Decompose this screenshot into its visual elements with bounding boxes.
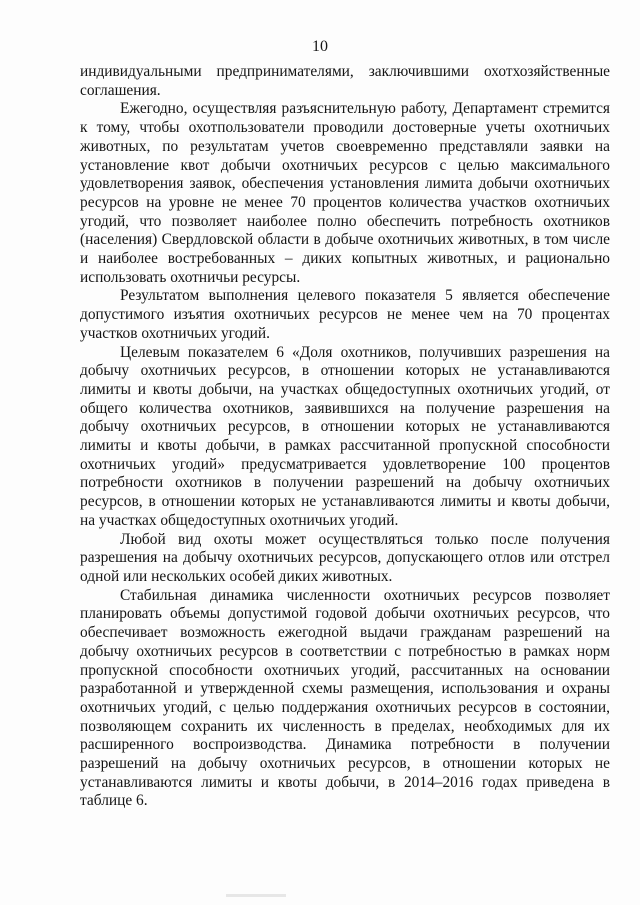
document-body — [80, 63, 610, 811]
paragraph-indicator-5-result: Результатом выполнения целевого показателя 5 является обеспечение допустимого изъятия охотничьих ресурсов не менее чем на 70 процентах участков охотничьих угодий. — [80, 287, 610, 342]
paragraph-continuation: индивидуальными предпринимателями, заключившими охотхозяйственные соглашения. — [80, 63, 610, 99]
page-number: 10 — [312, 38, 328, 55]
paragraph-hunting-permit: Любой вид охоты может осуществляться только после получения разрешения на добычу охотничьих ресурсов, допускающего отлов или отстрел одной или нескольких особей диких животных. — [80, 530, 610, 585]
paragraph-population-dynamics: Стабильная динамика численности охотничьих ресурсов позволяет планировать объемы допустимой годовой добычи охотничьих ресурсов, что обеспечивает возможность ежегодной выдачи гражданам разрешений на добычу охотничьих ресурсов в соответствии с потребностью в рамках норм пропускной способности охотничьих угодий, рассчитанных на основании разработанной и утвержденной схемы размещения, использования и охраны охотничьих угодий, с целью поддержания охотничьих ресурсов в состоянии, позволяющем сохранить их численность в пределах, необходимых для их расширенного воспроизводства. Динамика потребности в получении разрешений на добычу охотничьих ресурсов, в отношении которых не устанавливаются лимиты и квоты добычи, в 2014–2016 годах приведена в таблице 6. — [80, 586, 610, 810]
paragraph-explanatory-work: Ежегодно, осуществляя разъяснительную работу, Департамент стремится к тому, чтобы охотпользователи проводили достоверные учеты охотничьих животных, по результатам учетов своевременно представляли заявки на установление квот добычи охотничьих ресурсов с целью максимального удовлетворения заявок, обеспечения установления лимита добычи охотничьих ресурсов на уровне не менее 70 процентов количества участков охотничьих угодий, что позволяет наиболее полно обеспечить потребность охотников (населения) Свердловской области в добыче охотничьих животных, в том числе и наиболее востребованных – диких копытных животных, и рационально использовать охотничьи ресурсы. — [80, 100, 610, 286]
paragraph-indicator-6: Целевым показателем 6 «Доля охотников, получивших разрешения на добычу охотничьих ресурсов, в отношении которых не устанавливаются лимиты и квоты добычи, на участках общедоступных охотничьих угодий, от общего количества охотников, заявившихся на получение разрешения на добычу охотничьих ресурсов, в отношении которых не устанавливаются лимиты и квоты добычи, в рамках рассчитанной пропускной способности охотничьих угодий» предусматривается удовлетворение 100 процентов потребности охотников в получении разрешений на добычу охотничьих ресурсов, в отношении которых не устанавливаются лимиты и квоты добычи, на участках общедоступных охотничьих угодий. — [80, 343, 610, 529]
scan-artifact-mark — [226, 894, 286, 897]
